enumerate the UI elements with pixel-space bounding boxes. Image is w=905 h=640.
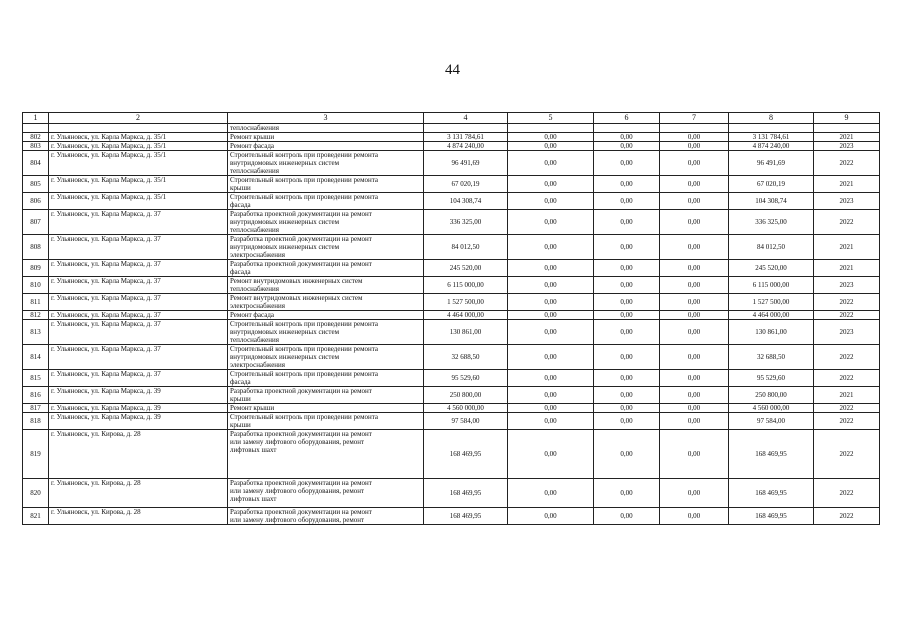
table-row [23, 142, 880, 151]
continuation-text: теплоснабжения [228, 124, 424, 133]
repair-schedule-table [22, 112, 880, 525]
table-row [23, 479, 880, 508]
amount-col5-cell: 0,00 [508, 370, 594, 387]
row-number: 816 [23, 387, 49, 404]
address-cell: г. Ульяновск, ул. Карла Маркса, д. 35/1 [49, 193, 228, 210]
amount-col7-cell: 0,00 [660, 277, 729, 294]
amount-col5-cell: 0,00 [508, 151, 594, 176]
table-row [23, 260, 880, 277]
work-type-cell: Разработка проектной документации на ремонт фасада [228, 260, 424, 277]
address-cell: г. Ульяновск, ул. Карла Маркса, д. 37 [49, 311, 228, 320]
amount-col4-cell: 168 469,95 [424, 508, 508, 525]
amount-col7-cell: 0,00 [660, 311, 729, 320]
address-cell: г. Ульяновск, ул. Карла Маркса, д. 35/1 [49, 133, 228, 142]
amount-col7-cell: 0,00 [660, 210, 729, 235]
amount-col4-cell: 95 529,60 [424, 370, 508, 387]
amount-col8-cell: 32 688,50 [729, 345, 814, 370]
amount-col5-cell: 0,00 [508, 142, 594, 151]
amount-col7-cell: 0,00 [660, 151, 729, 176]
row-number: 814 [23, 345, 49, 370]
column-header: 4 [424, 113, 508, 124]
amount-col6-cell: 0,00 [594, 210, 660, 235]
year-cell: 2022 [814, 413, 880, 430]
amount-col6-cell: 0,00 [594, 235, 660, 260]
address-cell: г. Ульяновск, ул. Кирова, д. 28 [49, 508, 228, 525]
row-number: 808 [23, 235, 49, 260]
amount-col5-cell: 0,00 [508, 133, 594, 142]
amount-col8-cell: 168 469,95 [729, 508, 814, 525]
work-type-cell: Ремонт внутридомовых инженерных систем электроснабжения [228, 294, 424, 311]
year-cell: 2022 [814, 151, 880, 176]
amount-col4-cell: 84 012,50 [424, 235, 508, 260]
amount-col5-cell: 0,00 [508, 413, 594, 430]
work-type-cell: Ремонт крыши [228, 133, 424, 142]
row-number: 812 [23, 311, 49, 320]
table-row [23, 430, 880, 479]
year-cell: 2022 [814, 210, 880, 235]
work-type-cell: Ремонт фасада [228, 142, 424, 151]
amount-col5-cell: 0,00 [508, 210, 594, 235]
amount-col7-cell: 0,00 [660, 235, 729, 260]
amount-col8-cell: 95 529,60 [729, 370, 814, 387]
table-row [23, 277, 880, 294]
amount-col4-cell: 336 325,00 [424, 210, 508, 235]
work-type-cell: Ремонт крыши [228, 404, 424, 413]
amount-col7-cell: 0,00 [660, 404, 729, 413]
work-type-cell: Строительный контроль при проведении ремонта фасада [228, 193, 424, 210]
amount-col4-cell: 96 491,69 [424, 151, 508, 176]
year-cell: 2023 [814, 142, 880, 151]
table-row [23, 404, 880, 413]
table-row [23, 193, 880, 210]
amount-col8-cell: 4 560 000,00 [729, 404, 814, 413]
column-header: 7 [660, 113, 729, 124]
amount-col4-cell: 250 800,00 [424, 387, 508, 404]
year-cell: 2022 [814, 430, 880, 479]
row-number: 815 [23, 370, 49, 387]
column-header: 1 [23, 113, 49, 124]
row-number: 819 [23, 430, 49, 479]
amount-col6-cell: 0,00 [594, 142, 660, 151]
amount-col5-cell: 0,00 [508, 430, 594, 479]
column-header: 3 [228, 113, 424, 124]
work-type-cell: Строительный контроль при проведении ремонта внутридомовых инженерных систем теплоснабжения [228, 151, 424, 176]
amount-col8-cell: 97 584,00 [729, 413, 814, 430]
row-number: 811 [23, 294, 49, 311]
column-header: 6 [594, 113, 660, 124]
amount-col8-cell: 3 131 784,61 [729, 133, 814, 142]
table-row [23, 345, 880, 370]
work-type-cell: Разработка проектной документации на ремонт внутридомовых инженерных систем теплоснабжения [228, 210, 424, 235]
amount-col4-cell: 6 115 000,00 [424, 277, 508, 294]
amount-col5-cell: 0,00 [508, 235, 594, 260]
table-row [23, 151, 880, 176]
amount-col6-cell: 0,00 [594, 479, 660, 508]
row-number: 820 [23, 479, 49, 508]
amount-col5-cell: 0,00 [508, 404, 594, 413]
year-cell: 2021 [814, 176, 880, 193]
work-type-cell: Ремонт фасада [228, 311, 424, 320]
year-cell: 2021 [814, 235, 880, 260]
row-number: 807 [23, 210, 49, 235]
amount-col6-cell: 0,00 [594, 277, 660, 294]
amount-col6-cell: 0,00 [594, 260, 660, 277]
amount-col6-cell: 0,00 [594, 508, 660, 525]
amount-col4-cell: 4 560 000,00 [424, 404, 508, 413]
year-cell: 2022 [814, 404, 880, 413]
amount-col5-cell: 0,00 [508, 320, 594, 345]
table-row [23, 176, 880, 193]
work-type-cell: Строительный контроль при проведении ремонта внутридомовых инженерных систем электроснабжения [228, 345, 424, 370]
amount-col6-cell: 0,00 [594, 345, 660, 370]
amount-col7-cell: 0,00 [660, 193, 729, 210]
amount-col8-cell: 84 012,50 [729, 235, 814, 260]
address-cell: г. Ульяновск, ул. Карла Маркса, д. 37 [49, 277, 228, 294]
amount-col6-cell: 0,00 [594, 176, 660, 193]
amount-col5-cell: 0,00 [508, 311, 594, 320]
amount-col8-cell: 1 527 500,00 [729, 294, 814, 311]
amount-col5-cell: 0,00 [508, 294, 594, 311]
table-row [23, 210, 880, 235]
amount-col7-cell: 0,00 [660, 413, 729, 430]
amount-col6-cell: 0,00 [594, 193, 660, 210]
work-type-cell: Строительный контроль при проведении ремонта внутридомовых инженерных систем теплоснабжения [228, 320, 424, 345]
amount-col7-cell: 0,00 [660, 387, 729, 404]
address-cell: г. Ульяновск, ул. Карла Маркса, д. 39 [49, 387, 228, 404]
address-cell: г. Ульяновск, ул. Карла Маркса, д. 37 [49, 210, 228, 235]
amount-col7-cell: 0,00 [660, 479, 729, 508]
year-cell: 2021 [814, 387, 880, 404]
row-number: 809 [23, 260, 49, 277]
address-cell: г. Ульяновск, ул. Карла Маркса, д. 37 [49, 235, 228, 260]
year-cell: 2021 [814, 133, 880, 142]
amount-col4-cell: 3 131 784,61 [424, 133, 508, 142]
table-row [23, 235, 880, 260]
table-row [23, 370, 880, 387]
amount-col7-cell: 0,00 [660, 260, 729, 277]
row-number: 818 [23, 413, 49, 430]
amount-col4-cell: 130 861,00 [424, 320, 508, 345]
amount-col7-cell: 0,00 [660, 294, 729, 311]
column-header: 8 [729, 113, 814, 124]
row-number: 802 [23, 133, 49, 142]
year-cell: 2022 [814, 508, 880, 525]
table-row [23, 413, 880, 430]
amount-col6-cell: 0,00 [594, 320, 660, 345]
address-cell: г. Ульяновск, ул. Карла Маркса, д. 37 [49, 320, 228, 345]
work-type-cell: Разработка проектной документации на ремонт или замену лифтового оборудования, ремонт лифтовых шахт [228, 479, 424, 508]
address-cell: г. Ульяновск, ул. Карла Маркса, д. 37 [49, 260, 228, 277]
amount-col8-cell: 4 464 000,00 [729, 311, 814, 320]
column-number-header-row [23, 113, 880, 124]
page-number: 44 [445, 62, 460, 78]
year-cell: 2022 [814, 311, 880, 320]
address-cell: г. Ульяновск, ул. Кирова, д. 28 [49, 479, 228, 508]
amount-col8-cell: 96 491,69 [729, 151, 814, 176]
row-number: 806 [23, 193, 49, 210]
amount-col7-cell: 0,00 [660, 508, 729, 525]
table-row [23, 294, 880, 311]
amount-col8-cell: 336 325,00 [729, 210, 814, 235]
address-cell: г. Ульяновск, ул. Карла Маркса, д. 35/1 [49, 176, 228, 193]
address-cell: г. Ульяновск, ул. Кирова, д. 28 [49, 430, 228, 479]
amount-col7-cell: 0,00 [660, 320, 729, 345]
amount-col6-cell: 0,00 [594, 370, 660, 387]
amount-col4-cell: 1 527 500,00 [424, 294, 508, 311]
amount-col8-cell: 130 861,00 [729, 320, 814, 345]
amount-col8-cell: 245 520,00 [729, 260, 814, 277]
row-number: 817 [23, 404, 49, 413]
year-cell: 2022 [814, 370, 880, 387]
amount-col6-cell: 0,00 [594, 133, 660, 142]
amount-col7-cell: 0,00 [660, 370, 729, 387]
amount-col4-cell: 4 464 000,00 [424, 311, 508, 320]
amount-col8-cell: 4 874 240,00 [729, 142, 814, 151]
amount-col5-cell: 0,00 [508, 260, 594, 277]
amount-col7-cell: 0,00 [660, 430, 729, 479]
row-number: 813 [23, 320, 49, 345]
amount-col5-cell: 0,00 [508, 176, 594, 193]
year-cell: 2022 [814, 479, 880, 508]
continuation-row [23, 124, 880, 133]
amount-col5-cell: 0,00 [508, 387, 594, 404]
work-type-cell: Строительный контроль при проведении ремонта крыши [228, 413, 424, 430]
amount-col4-cell: 245 520,00 [424, 260, 508, 277]
row-number: 804 [23, 151, 49, 176]
amount-col6-cell: 0,00 [594, 413, 660, 430]
work-type-cell: Разработка проектной документации на ремонт крыши [228, 387, 424, 404]
amount-col7-cell: 0,00 [660, 133, 729, 142]
year-cell: 2023 [814, 193, 880, 210]
column-header: 9 [814, 113, 880, 124]
row-number: 803 [23, 142, 49, 151]
table-row [23, 320, 880, 345]
address-cell: г. Ульяновск, ул. Карла Маркса, д. 35/1 [49, 151, 228, 176]
amount-col4-cell: 67 020,19 [424, 176, 508, 193]
amount-col5-cell: 0,00 [508, 479, 594, 508]
amount-col8-cell: 67 020,19 [729, 176, 814, 193]
amount-col6-cell: 0,00 [594, 294, 660, 311]
column-header: 2 [49, 113, 228, 124]
amount-col6-cell: 0,00 [594, 404, 660, 413]
year-cell: 2022 [814, 294, 880, 311]
amount-col4-cell: 168 469,95 [424, 479, 508, 508]
work-type-cell: Ремонт внутридомовых инженерных систем теплоснабжения [228, 277, 424, 294]
year-cell: 2023 [814, 320, 880, 345]
amount-col7-cell: 0,00 [660, 142, 729, 151]
amount-col5-cell: 0,00 [508, 193, 594, 210]
amount-col6-cell: 0,00 [594, 151, 660, 176]
amount-col8-cell: 168 469,95 [729, 430, 814, 479]
work-type-cell: Строительный контроль при проведении ремонта крыши [228, 176, 424, 193]
amount-col6-cell: 0,00 [594, 430, 660, 479]
address-cell: г. Ульяновск, ул. Карла Маркса, д. 39 [49, 404, 228, 413]
amount-col4-cell: 4 874 240,00 [424, 142, 508, 151]
amount-col8-cell: 250 800,00 [729, 387, 814, 404]
table-row [23, 508, 880, 525]
year-cell: 2022 [814, 345, 880, 370]
row-number: 810 [23, 277, 49, 294]
amount-col7-cell: 0,00 [660, 176, 729, 193]
address-cell: г. Ульяновск, ул. Карла Маркса, д. 35/1 [49, 142, 228, 151]
year-cell: 2021 [814, 260, 880, 277]
address-cell: г. Ульяновск, ул. Карла Маркса, д. 39 [49, 413, 228, 430]
table-row [23, 311, 880, 320]
amount-col4-cell: 97 584,00 [424, 413, 508, 430]
amount-col8-cell: 168 469,95 [729, 479, 814, 508]
amount-col5-cell: 0,00 [508, 508, 594, 525]
amount-col4-cell: 168 469,95 [424, 430, 508, 479]
amount-col6-cell: 0,00 [594, 387, 660, 404]
address-cell: г. Ульяновск, ул. Карла Маркса, д. 37 [49, 345, 228, 370]
work-type-cell: Разработка проектной документации на ремонт или замену лифтового оборудования, ремонт лифтовых шахт [228, 430, 424, 479]
column-header: 5 [508, 113, 594, 124]
table-row [23, 387, 880, 404]
amount-col5-cell: 0,00 [508, 277, 594, 294]
table-row [23, 133, 880, 142]
amount-col8-cell: 6 115 000,00 [729, 277, 814, 294]
amount-col8-cell: 104 308,74 [729, 193, 814, 210]
work-type-cell: Разработка проектной документации на ремонт или замену лифтового оборудования, ремонт [228, 508, 424, 525]
amount-col4-cell: 32 688,50 [424, 345, 508, 370]
address-cell: г. Ульяновск, ул. Карла Маркса, д. 37 [49, 370, 228, 387]
amount-col6-cell: 0,00 [594, 311, 660, 320]
amount-col7-cell: 0,00 [660, 345, 729, 370]
work-type-cell: Разработка проектной документации на ремонт внутридомовых инженерных систем электроснабжения [228, 235, 424, 260]
row-number: 821 [23, 508, 49, 525]
year-cell: 2023 [814, 277, 880, 294]
work-type-cell: Строительный контроль при проведении ремонта фасада [228, 370, 424, 387]
amount-col4-cell: 104 308,74 [424, 193, 508, 210]
row-number: 805 [23, 176, 49, 193]
amount-col5-cell: 0,00 [508, 345, 594, 370]
address-cell: г. Ульяновск, ул. Карла Маркса, д. 37 [49, 294, 228, 311]
